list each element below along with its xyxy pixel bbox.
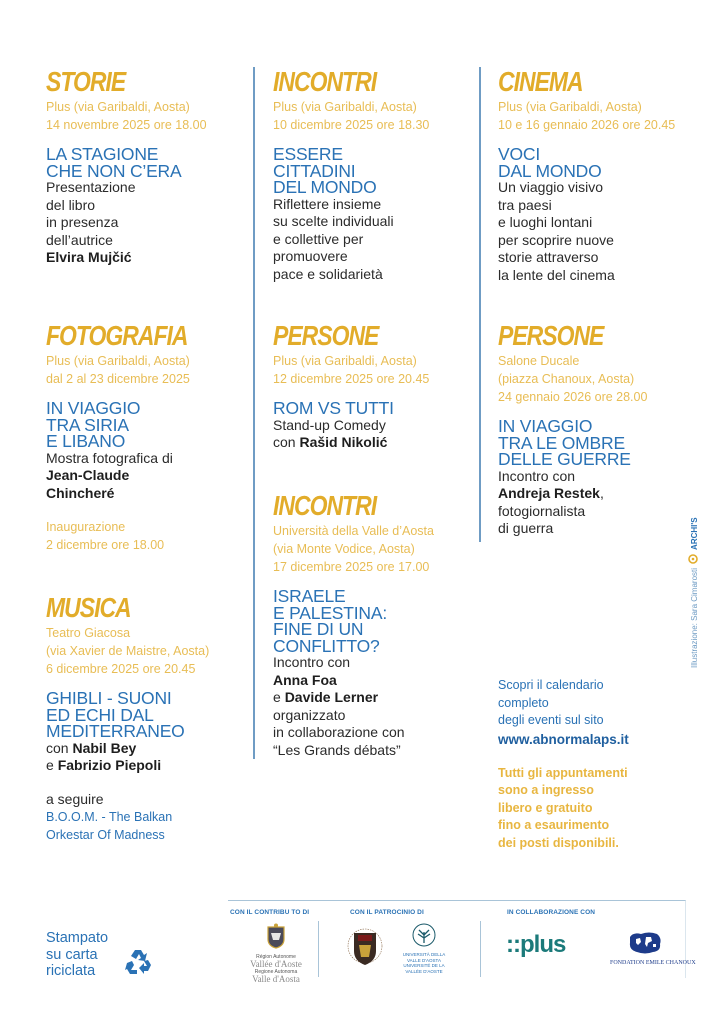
event-description — [273, 417, 488, 452]
event-title — [273, 400, 488, 417]
opening-date: 2 dicembre ore 18.00 — [46, 538, 165, 552]
credit-brand: ARCHI'S — [689, 517, 699, 550]
guest-name: Rašid Nikolić — [299, 434, 388, 450]
desc-line: Mostra fotografica di — [46, 449, 173, 466]
info-line: completo — [498, 695, 549, 710]
section-label: CON IL PATROCINIO DI — [350, 909, 424, 916]
univ-line: VALLÉE D'AOSTE — [405, 968, 443, 974]
event-venue-address: (piazza Chanoux, Aosta) — [498, 372, 635, 386]
desc-line: Incontro con — [273, 654, 351, 670]
sponsors-patrocinio — [318, 901, 480, 979]
guest-name: Nabil Bey — [72, 739, 137, 756]
printed-line: riciclata — [46, 963, 96, 979]
after-label: a seguire — [46, 790, 104, 807]
guest-name: Anna Foa — [273, 671, 337, 688]
event-category: STORIE — [46, 66, 126, 97]
title-line: ROM VS TUTTI — [273, 398, 394, 418]
event-title — [273, 146, 488, 196]
sponsors-contributo — [228, 901, 318, 984]
vda-small: Regione Autonoma — [254, 969, 298, 975]
free-entry-line: libero e gratuito — [498, 800, 593, 815]
event-incontri-israele — [273, 492, 488, 759]
opening-label: Inaugurazione — [46, 520, 126, 534]
desc-prefix: e — [46, 757, 58, 773]
free-entry-line: sono a ingresso — [498, 783, 594, 797]
title-line: DELLE GUERRE — [498, 449, 631, 469]
fondation-name: FONDATION EMILE CHANOUX — [610, 960, 696, 966]
event-description — [498, 179, 713, 284]
info-block — [498, 677, 698, 852]
section-label: IN COLLABORAZIONE CON — [507, 909, 596, 916]
illustration-credit — [688, 517, 700, 668]
guest-name: Andreja Restek — [498, 485, 600, 501]
website-link[interactable]: www.abnormalaps.it — [498, 731, 629, 747]
event-date: 10 dicembre 2025 ore 18.30 — [273, 118, 430, 132]
archis-logo-icon — [688, 554, 700, 564]
event-opening — [46, 518, 261, 554]
university-logo — [396, 923, 452, 974]
event-description — [46, 179, 261, 267]
title-line: CITTADINI — [273, 160, 356, 181]
printed-note — [46, 930, 108, 980]
event-category: PERSONE — [498, 320, 604, 351]
desc-line: su scelte individuali — [273, 213, 394, 229]
event-category: PERSONE — [273, 320, 379, 351]
event-date: 6 dicembre 2025 ore 20.45 — [46, 662, 196, 676]
free-entry-line: fino a esaurimento — [498, 818, 610, 832]
event-description — [273, 654, 488, 759]
desc-line: Presentazione — [46, 179, 136, 195]
event-cinema — [498, 68, 713, 284]
guest-name: Jean-Claude — [46, 467, 130, 483]
title-line: E LIBANO — [46, 431, 126, 451]
title-line: CONFLITTO? — [273, 635, 380, 656]
event-date: 17 dicembre 2025 ore 17.00 — [273, 560, 430, 574]
title-line: LA STAGIONE — [46, 144, 159, 164]
desc-suffix: , — [599, 485, 604, 501]
desc-prefix: con — [46, 739, 73, 756]
event-venue-address: (via Xavier de Maistre, Aosta) — [46, 644, 210, 658]
title-line: DEL MONDO — [273, 177, 377, 197]
event-venue: Teatro Giacosa — [46, 626, 131, 640]
event-description — [273, 196, 488, 284]
event-title — [498, 418, 713, 468]
desc-line: e collettive per — [273, 230, 364, 247]
desc-line: Riflettere insieme — [273, 195, 382, 212]
vda-name: Vallée d'Aoste — [250, 959, 302, 969]
world-map-icon — [627, 931, 663, 955]
title-line: TRA LE OMBRE — [498, 432, 625, 453]
desc-line: di guerra — [498, 520, 554, 536]
info-line: degli eventi sul sito — [498, 713, 604, 727]
title-line: CHE NON C’ERA — [46, 160, 182, 181]
title-line: DAL MONDO — [498, 160, 602, 181]
event-category: INCONTRI — [273, 490, 377, 521]
desc-line: organizzato — [273, 706, 346, 723]
event-title — [46, 690, 261, 740]
event-date: dal 2 al 23 dicembre 2025 — [46, 372, 190, 386]
desc-line: “Les Grands débats” — [273, 741, 401, 758]
event-incontri-cittadini — [273, 68, 488, 283]
event-venue: Plus (via Garibaldi, Aosta) — [273, 100, 417, 114]
event-venue: Plus (via Garibaldi, Aosta) — [273, 354, 417, 368]
event-description — [46, 740, 261, 775]
desc-line: Stand-up Comedy — [273, 416, 386, 433]
desc-line: dell’autrice — [46, 231, 113, 248]
desc-prefix: e — [273, 689, 285, 705]
guest-name: Davide Lerner — [284, 689, 379, 705]
event-venue: Plus (via Garibaldi, Aosta) — [46, 100, 190, 114]
event-category: CINEMA — [498, 66, 583, 97]
event-venue: Università della Valle d’Aosta — [273, 524, 434, 538]
event-date: 12 dicembre 2025 ore 20.45 — [273, 372, 430, 386]
desc-line: tra paesi — [498, 196, 552, 213]
title-line: TRA SIRIA — [46, 414, 129, 435]
event-date: 10 e 16 gennaio 2026 ore 20.45 — [498, 118, 676, 132]
desc-line: del libro — [46, 196, 96, 213]
plus-logo: ::plus — [506, 931, 566, 958]
event-title — [46, 146, 261, 179]
univ-line: UNIVERSITÀ DELLA — [402, 952, 446, 957]
event-venue: Salone Ducale — [498, 354, 580, 368]
event-venue: Plus (via Garibaldi, Aosta) — [498, 100, 642, 114]
desc-line: storie attraverso — [498, 249, 599, 265]
event-title — [46, 400, 261, 450]
title-line: FINE DI UN — [273, 619, 364, 639]
title-line: MEDITERRANEO — [46, 721, 185, 741]
title-line: ED ECHI DAL — [46, 704, 154, 725]
event-persone-restek — [498, 322, 713, 538]
event-title — [273, 588, 488, 654]
title-line: IN VIAGGIO — [46, 398, 141, 418]
coat-of-arms-icon — [266, 923, 286, 949]
desc-line: Incontro con — [498, 467, 576, 484]
event-persone-rom — [273, 322, 488, 452]
vda-small: Région Autonome — [256, 954, 296, 960]
printed-line: su carta — [46, 946, 98, 963]
free-entry-line: dei posti disponibili. — [498, 835, 619, 850]
event-storie — [46, 68, 261, 267]
after-act: Orkestar Of Madness — [46, 827, 165, 842]
event-venue-address: (via Monte Vodice, Aosta) — [273, 542, 415, 556]
event-musica — [46, 594, 261, 844]
fondation-chanoux-logo — [610, 931, 696, 966]
desc-line: promuovere — [273, 248, 348, 264]
info-line: Scopri il calendario — [498, 678, 604, 692]
desc-line: fotogiornalista — [498, 502, 586, 519]
event-venue: Plus (via Garibaldi, Aosta) — [46, 354, 190, 368]
event-description — [46, 450, 261, 503]
event-date: 14 novembre 2025 ore 18.00 — [46, 118, 207, 132]
desc-line: pace e solidarietà — [273, 265, 383, 282]
desc-line: per scoprire nuove — [498, 231, 614, 248]
event-category: INCONTRI — [273, 66, 377, 97]
desc-prefix: con — [273, 434, 300, 450]
title-line: ISRAELE — [273, 586, 346, 606]
guest-name: Chincheré — [46, 484, 115, 501]
vda-region-logo — [246, 923, 306, 984]
guest-name: Elvira Mujčić — [46, 249, 132, 265]
event-category: FOTOGRAFIA — [46, 320, 188, 351]
event-title — [498, 146, 713, 179]
event-description — [498, 468, 713, 538]
vda-name: Valle d'Aosta — [252, 974, 300, 984]
aosta-city-logo — [346, 921, 384, 976]
event-date: 24 gennaio 2026 ore 28.00 — [498, 390, 648, 404]
desc-line: Un viaggio visivo — [498, 179, 604, 195]
title-line: IN VIAGGIO — [498, 416, 593, 436]
desc-line: in collaborazione con — [273, 724, 405, 740]
after-act: B.O.O.M. - The Balkan — [46, 809, 173, 824]
sponsors-collaborazione — [480, 901, 696, 979]
recycle-icon — [124, 948, 154, 976]
credit-text: Illustrazione: Sara Cimarosti — [689, 567, 699, 668]
free-entry-line: Tutti gli appuntamenti — [498, 765, 628, 780]
guest-name: Fabrizio Piepoli — [57, 757, 162, 773]
desc-line: e luoghi lontani — [498, 214, 593, 230]
desc-line: la lente del cinema — [498, 266, 615, 283]
event-category: MUSICA — [46, 592, 131, 623]
title-line: ESSERE — [273, 144, 343, 164]
section-label: CON IL CONTRIBU TO DI — [230, 909, 310, 916]
title-line: GHIBLI - SUONI — [46, 688, 172, 708]
event-fotografia — [46, 322, 261, 554]
desc-line: in presenza — [46, 214, 119, 230]
univ-line: VALLE D'AOSTA — [407, 957, 441, 963]
printed-line: Stampato — [46, 930, 109, 946]
sponsors-box — [228, 900, 696, 984]
univ-line: UNIVERSITÉ DE LA — [403, 963, 445, 968]
title-line: VOCI — [498, 144, 540, 164]
title-line: E PALESTINA: — [273, 602, 387, 623]
